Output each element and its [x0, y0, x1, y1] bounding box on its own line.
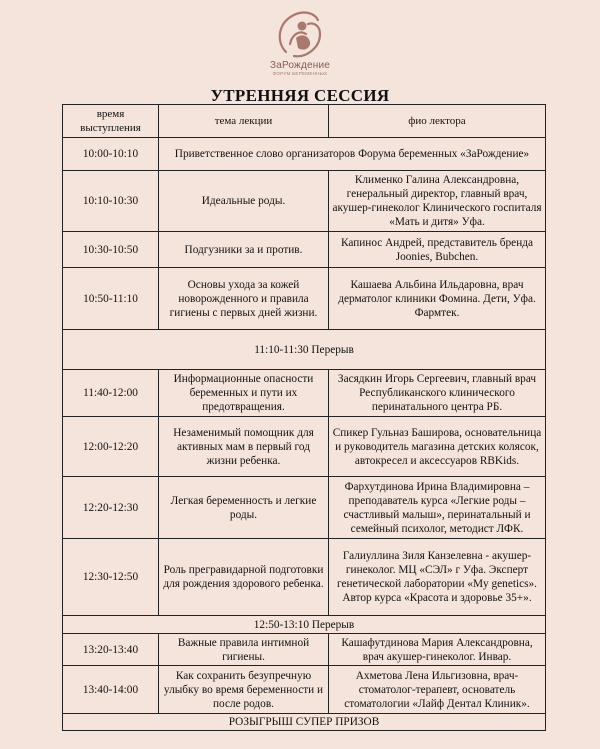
break-row	[63, 330, 546, 370]
row-time: 12:30-12:50	[63, 539, 159, 616]
table-row	[63, 268, 546, 330]
row-time: 13:40-14:00	[63, 666, 159, 714]
break-label: 11:10-11:30 Перерыв	[63, 330, 546, 370]
row-lecturer: Кашафутдинова Мария Александровна, врач акушер-гинеколог. Инвар.	[329, 634, 546, 666]
row-topic: Легкая беременность и легкие роды.	[159, 477, 329, 539]
table-header-row	[63, 105, 546, 138]
row-lecturer: Фархутдинова Ирина Владимировна – преподаватель курса «Легкие роды – счастливый малыш», перинатальный и семейный психолог, методист ЛФК.	[329, 477, 546, 539]
row-topic: Роль прегравидарной подготовки для рождения здорового ребенка.	[159, 539, 329, 616]
prize-draw-label: РОЗЫГРЫШ СУПЕР ПРИЗОВ	[63, 714, 546, 731]
header-time: время выступления	[63, 105, 159, 138]
logo-name: ЗаРождение	[269, 60, 331, 71]
row-lecturer: Спикер Гульназ Баширова, основательница и руководитель магазина детских колясок, автокресел и аксессуаров RBKids.	[329, 417, 546, 477]
row-time: 11:40-12:00	[63, 370, 159, 417]
row-time: 10:00-10:10	[63, 138, 159, 171]
break-row	[63, 616, 546, 634]
row-time: 13:20-13:40	[63, 634, 159, 666]
row-time: 10:50-11:10	[63, 268, 159, 330]
header-lecturer: фио лектора	[329, 105, 546, 138]
table-row	[63, 666, 546, 714]
table-row	[63, 477, 546, 539]
row-time: 12:20-12:30	[63, 477, 159, 539]
header-topic: тема лекции	[159, 105, 329, 138]
page-title: УТРЕННЯЯ СЕССИЯ	[210, 86, 390, 105]
row-topic: Идеальные роды.	[159, 171, 329, 232]
row-topic: Подгузники за и против.	[159, 232, 329, 268]
logo-subtitle: ФОРУМ БЕРЕМЕННЫХ	[272, 71, 328, 76]
row-time: 12:00-12:20	[63, 417, 159, 477]
table-row	[63, 232, 546, 268]
table-row	[63, 539, 546, 616]
schedule-table	[62, 104, 546, 731]
row-topic: Важные правила интимной гигиены.	[159, 634, 329, 666]
table-row	[63, 417, 546, 477]
row-lecturer: Ахметова Лена Ильгизовна, врач-стоматолог-терапевт, основатель стоматологии «Лайф Дентал Клиник».	[329, 666, 546, 714]
row-time: 10:30-10:50	[63, 232, 159, 268]
table-row	[63, 171, 546, 232]
row-lecturer: Капинос Андрей, представитель бренда Joonies, Bubchen.	[329, 232, 546, 268]
row-lecturer: Галиуллина Зиля Канзелевна - акушер-гинеколог. МЦ «СЭЛ» г Уфа. Эксперт генетической лаборатории «My genetics». Автор курса «Красота и здоровье 35+».	[329, 539, 546, 616]
row-topic: Незаменимый помощник для активных мам в первый год жизни ребенка.	[159, 417, 329, 477]
row-lecturer: Кашаева Альбина Ильдаровна, врач дерматолог клиники Фомина. Дети, Уфа. Фармтек.	[329, 268, 546, 330]
break-label: 12:50-13:10 Перерыв	[63, 616, 546, 634]
pregnant-woman-logo-icon	[272, 4, 328, 62]
row-topic: Информационные опасности беременных и пути их предотвращения.	[159, 370, 329, 417]
row-time: 10:10-10:30	[63, 171, 159, 232]
table-row	[63, 370, 546, 417]
final-row	[63, 714, 546, 731]
row-merged: Приветственное слово организаторов Форума беременных «ЗаРождение»	[159, 138, 546, 171]
row-lecturer: Клименко Галина Александровна, генеральный директор, главный врач, акушер-гинеколог Клинического госпиталя «Мать и дитя» Уфа.	[329, 171, 546, 232]
table-row	[63, 138, 546, 171]
row-lecturer: Засядкин Игорь Сергеевич, главный врач Республиканского клинического перинатального центра РБ.	[329, 370, 546, 417]
logo	[262, 4, 338, 88]
row-topic: Основы ухода за кожей новорожденного и правила гигиены с первых дней жизни.	[159, 268, 329, 330]
table-row	[63, 634, 546, 666]
row-topic: Как сохранить безупречную улыбку во время беременности и после родов.	[159, 666, 329, 714]
